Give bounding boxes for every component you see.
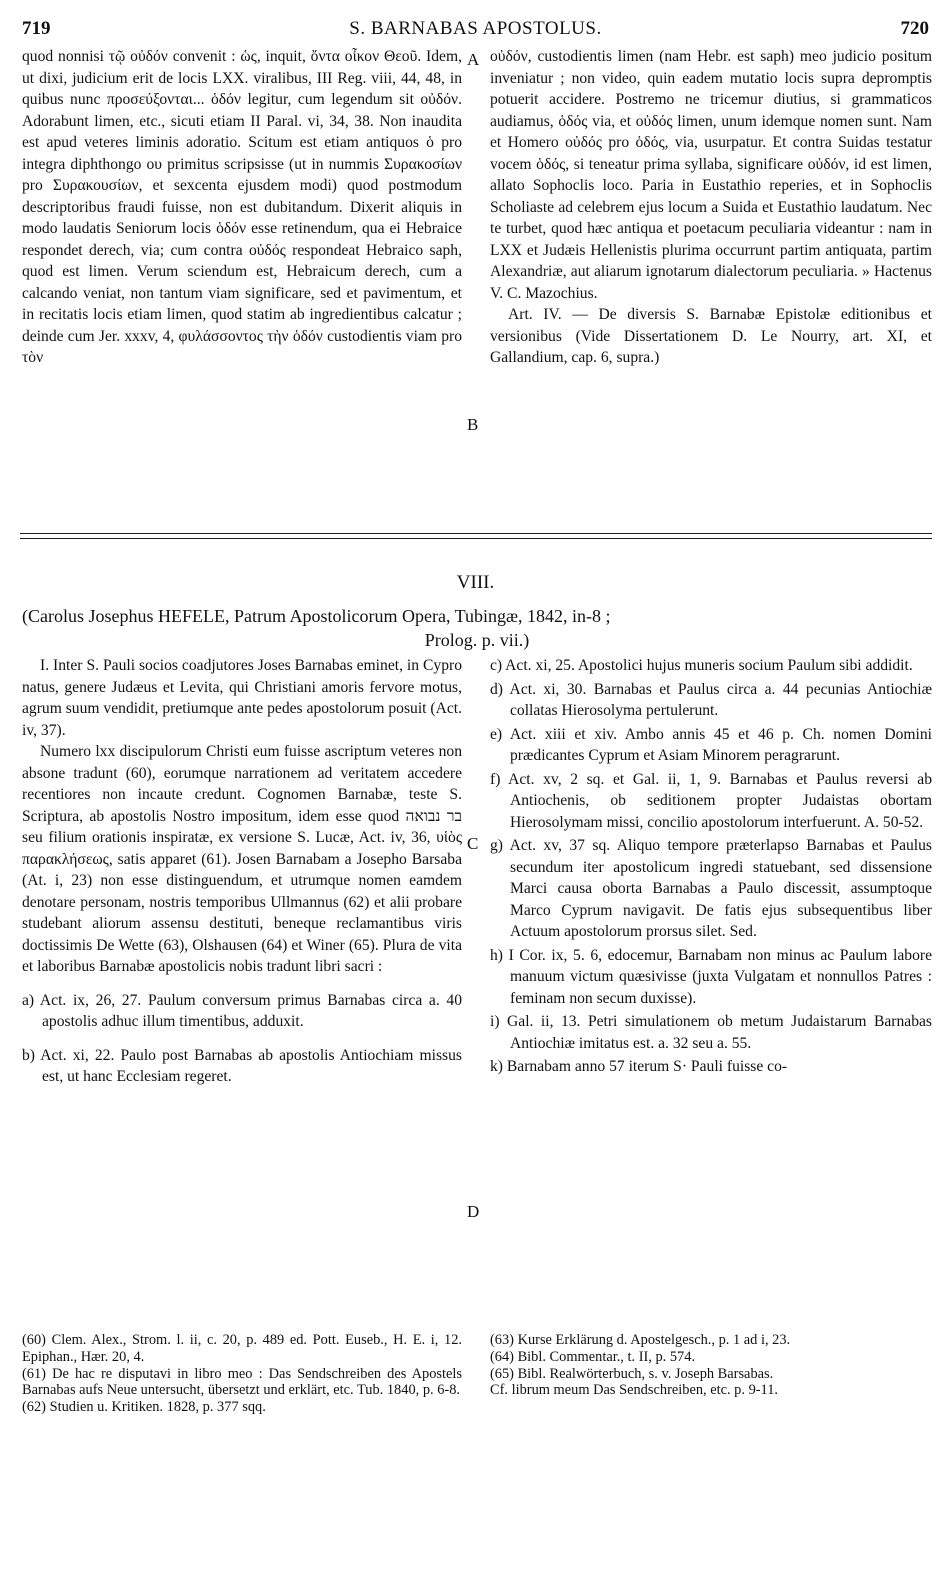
footnotes-left — [22, 1332, 462, 1416]
page-number-left: 719 — [22, 18, 51, 39]
section-source-line2: Prolog. p. vii.) — [424, 630, 530, 650]
list-item: k) Barnabam anno 57 iterum S· Pauli fuisse co- — [490, 1058, 788, 1075]
footnotes-right — [490, 1332, 932, 1399]
footnote: (64) Bibl. Commentar., t. II, p. 574. — [490, 1348, 696, 1365]
top-left-paragraph: quod nonnisi τῷ οὐδόν convenit : ὡς, inquit, ὄντα οἶκον Θεοῦ. Idem, ut dixi, judicium erit de locis LXX. viralibus, III Reg. viii, 44, 48, in quibus nunc προσεύξονται... ὁδόν legitur, cum legendum sit οὐδόν. Adorabunt limen, etc., sicuti etiam II Paral. vi, 34, 38. Non inaudita est apud veteres liminis adoratio. Scitum est etiam antiquos ὁ pro integra diphthongo ου primitus scripsisse (ut in nummis Συρακοσίων pro Συρακουσίων, et sexcenta ejusdem modi) quod postmodum descriptoribus fraudi fuisse, non est dubitandum. Dixerit aliquis in modo laudatis Seniorum locis ὁδόν esse retinendum, qua ei Hebraice respondet derech, via; cum contra οὐδός respondeat Hebraico saph, quod est limen. Verum sciendum est, Hebraicum derech, cum a calcando veniat, non tantum viam significare, sed et pavimentum, et in recitatis locis etiam limen, quod statim ab ingredientibus calcatur ; deinde cum Jer. xxxv, 4, φυλάσσοντος τὴν ὁδόν custodientis viam pro τὸν — [22, 48, 462, 366]
page-number-right: 720 — [900, 18, 929, 39]
footnote: (60) Clem. Alex., Strom. l. ii, c. 20, p. 489 ed. Pott. Euseb., H. E. i, 12. Epiphan., Hær. 20, 4. — [22, 1332, 462, 1365]
separator-rule-second — [20, 538, 932, 539]
footnote: (63) Kurse Erklärung d. Apostelgesch., p. 1 ad i, 23. — [490, 1332, 791, 1348]
top-right-paragraph: οὐδόν, custodientis limen (nam Hebr. est saph) meo judicio positum inveniatur ; non video, quin eadem mutatio locis supra depromptis potuerit accidere. Postremo ne tricemur diutius, si grammaticos audiamus, ὁδός via, et οὐδός limen, unum idemque nomen sunt. Nam et Homero οὐδός pro ὁδός, via, usurpatur. Et contra Suidas testatur vocem ὁδός, si teneatur prima syllaba, significare οὐδόν, id est limen, allato Sophoclis loco. Paria in Eustathio reperies, et in Sophoclis Scholiaste ad celebrem ejus locum a Suida et Eustathio laudatum. Nec te turbet, quod hæc antiqua et poetacum peculiaria videantur : nam in LXX et Judæis Hellenistis plurima occurrunt partim antiquata, partim Alexandriæ, aut aliarum ignotarum dialectorum peculiaria. » Hactenus V. C. Mazochius. — [490, 48, 932, 302]
list-item: c) Act. xi, 25. Apostolici hujus muneris socium Paulum sibi addidit. — [490, 657, 913, 674]
footnote: (62) Studien u. Kritiken. 1828, p. 377 sqq. — [22, 1399, 266, 1416]
list-item: d) Act. xi, 30. Barnabas et Paulus circa a. 44 pecunias Antiochiæ collatas Hierosolyma pertulerunt. — [490, 680, 932, 719]
margin-letter-b: B — [467, 415, 479, 434]
list-item: b) Act. xi, 22. Paulo post Barnabas ab apostolis Antiochiam missus est, ut hanc Ecclesiam regeret. — [22, 1046, 462, 1085]
footnote: Cf. librum meum Das Sendschreiben, etc. p. 9-11. — [490, 1382, 779, 1399]
list-item: g) Act. xv, 37 sq. Aliquo tempore præterlapso Barnabas et Paulus secundum iter apostolicum ingredi statuebant, sed dissensione Marci causa oborta Barnabas a Paulo discessit, assumptoque Marco Cyprum navigavit. De fatis ejus subsequentibus liber Actuum apostolorum prorsus silet. Sed. — [490, 837, 932, 940]
top-right-column — [490, 46, 932, 369]
list-item: e) Act. xiii et xiv. Ambo annis 45 et 46 p. Ch. nomen Domini prædicantes Cyprum et Asiam Minorem peragrarunt. — [490, 725, 932, 764]
paragraph-one: I. Inter S. Pauli socios coadjutores Joses Barnabas eminet, in Cypro natus, genere Judæus et Levita, qui Christiani amoris fervore motus, agrum suum vendidit, pretiumque ante pedes apostolorum posuit (Act. iv, 37). — [22, 657, 463, 739]
margin-letter-c: C — [467, 834, 479, 853]
bottom-left-column — [22, 655, 462, 1090]
article-iv-paragraph: Art. IV. — De diversis S. Barnabæ Epistolæ editionibus et versionibus (Vide Dissertationem D. Le Nourry, art. XI, et Gallandium, cap. 6, supra.) — [490, 306, 932, 366]
paragraph-two: Numero lxx discipulorum Christi eum fuisse ascriptum veteres non absone tradunt (60), eorumque narrationem ad veritatem accedere recentiores non incaute credunt. Cognomen Barnabæ, teste S. Scriptura, ab apostolis Nostro impositum, idem esse quod בר נבואה seu filium orationis inspiratæ, ex versione S. Lucæ, Act. iv, 36, υἱὸς παρακλήσεως, satis apparet (61). Josen Barnabam a Josepho Barsaba (At. i, 23) non esse distinguendum, et utrumque nomen eamdem denotare personam, nostris temporibus Ullmannus (62) et alii probare studebant aliorum assensu destituti, beneque reclamantibus viris doctissimis De Wette (63), Olshausen (64) et Winer (65). Plura de vita et laboribus Barnabæ apostolicis nobis tradunt libri sacri : — [22, 743, 462, 975]
bottom-right-column — [490, 655, 932, 1080]
section-source-line1: (Carolus Josephus HEFELE, Patrum Apostolicorum Opera, Tubingæ, 1842, in-8 ; — [22, 606, 611, 626]
footnote: (65) Bibl. Realwörterbuch, s. v. Joseph Barsabas. — [490, 1365, 774, 1382]
list-item: h) I Cor. ix, 5. 6, edocemur, Barnabam non minus ac Paulum labore manuum victum quæsivisse (juxta Vulgatam et nonnullos Patres : feminam non secum duxisse). — [490, 946, 932, 1007]
margin-letter-d: D — [467, 1202, 480, 1221]
running-title: S. BARNABAS APOSTOLUS. — [349, 18, 602, 39]
list-item: i) Gal. ii, 13. Petri simulationem ob metum Judaistarum Barnabas Antiochiæ imitatus est. a. 32 seu a. 55. — [490, 1013, 932, 1052]
running-header — [0, 18, 951, 42]
section-source — [22, 604, 932, 652]
margin-letter-a: A — [467, 50, 480, 69]
list-item: f) Act. xv, 2 sq. et Gal. ii, 1, 9. Barnabas et Paulus reversi ab Antiochenis, ob seditionem propter Judaistas obortam Hierosolymam missi, concilio apostolorum interfuerunt. A. 50-52. — [490, 770, 932, 831]
section-number: VIII. — [456, 572, 495, 593]
top-left-column — [22, 46, 462, 369]
list-item: a) Act. ix, 26, 27. Paulum conversum primus Barnabas circa a. 40 apostolis adhuc illum timentibus, adduxit. — [22, 991, 462, 1030]
footnote: (61) De hac re disputavi in libro meo : Das Sendschreiben des Apostels Barnabas aufs Neue untersucht, übersetzt und erklärt, etc. Tub. 1840, p. 6-8. — [22, 1365, 462, 1399]
separator-rule — [20, 533, 932, 534]
